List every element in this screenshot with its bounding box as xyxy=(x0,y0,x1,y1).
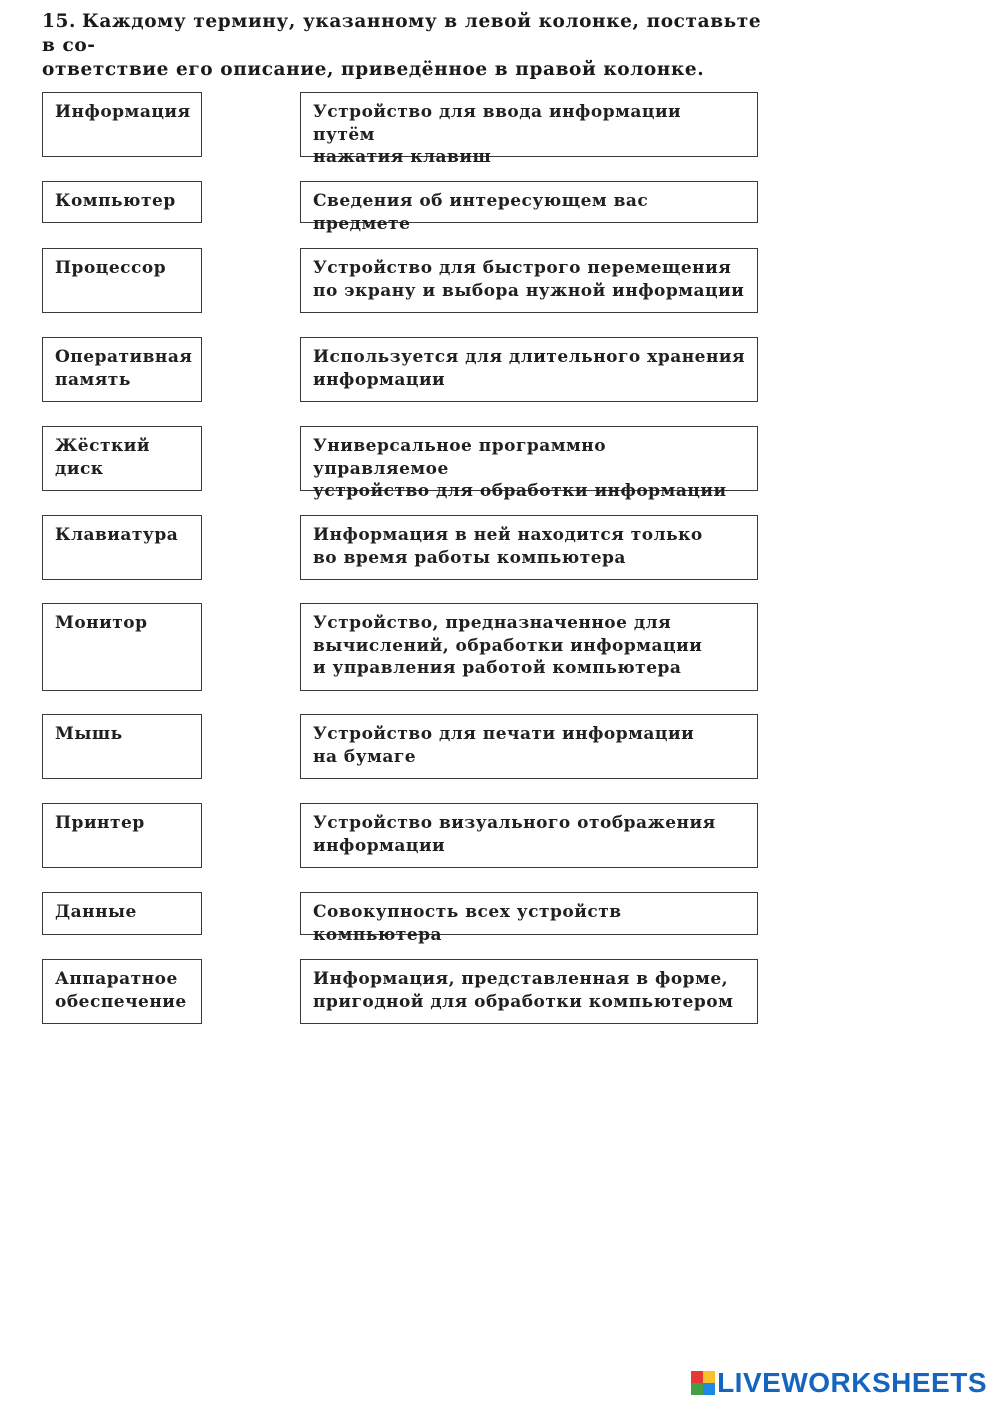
task-number: 15. xyxy=(42,11,76,32)
description-box[interactable]: Универсальное программно управляемое устройство для обработки информации xyxy=(300,426,758,491)
description-box[interactable]: Устройство для быстрого перемещения по экрану и выбора нужной информации xyxy=(300,248,758,313)
term-box[interactable]: Процессор xyxy=(42,248,202,313)
description-box[interactable]: Используется для длительного хранения информации xyxy=(300,337,758,402)
term-box[interactable]: Данные xyxy=(42,892,202,935)
term-box[interactable]: Аппаратное обеспечение xyxy=(42,959,202,1024)
term-box[interactable]: Жёсткий диск xyxy=(42,426,202,491)
term-box[interactable]: Принтер xyxy=(42,803,202,868)
term-box[interactable]: Оперативная память xyxy=(42,337,202,402)
task-statement xyxy=(42,10,762,82)
description-box[interactable]: Устройство для ввода информации путём нажатия клавиш xyxy=(300,92,758,157)
term-box[interactable]: Компьютер xyxy=(42,181,202,223)
description-box[interactable]: Сведения об интересующем вас предмете xyxy=(300,181,758,223)
description-box[interactable]: Информация в ней находится только во время работы компьютера xyxy=(300,515,758,580)
task-text: Каждому термину, указанному в левой колонке, поставьте в со- ответствие его описание, приведённое в правой колонке. xyxy=(42,11,762,80)
description-box[interactable]: Совокупность всех устройств компьютера xyxy=(300,892,758,935)
term-box[interactable]: Монитор xyxy=(42,603,202,691)
term-box[interactable]: Клавиатура xyxy=(42,515,202,580)
description-box[interactable]: Устройство для печати информации на бумаге xyxy=(300,714,758,779)
description-box[interactable]: Устройство, предназначенное для вычислений, обработки информации и управления работой компьютера xyxy=(300,603,758,691)
logo-text: LIVEWORKSHEETS xyxy=(717,1367,987,1398)
description-box[interactable]: Информация, представленная в форме, пригодной для обработки компьютером xyxy=(300,959,758,1024)
liveworksheets-logo xyxy=(691,1367,987,1399)
description-box[interactable]: Устройство визуального отображения информации xyxy=(300,803,758,868)
term-box[interactable]: Информация xyxy=(42,92,202,157)
liveworksheets-logo-icon xyxy=(691,1371,715,1395)
term-box[interactable]: Мышь xyxy=(42,714,202,779)
